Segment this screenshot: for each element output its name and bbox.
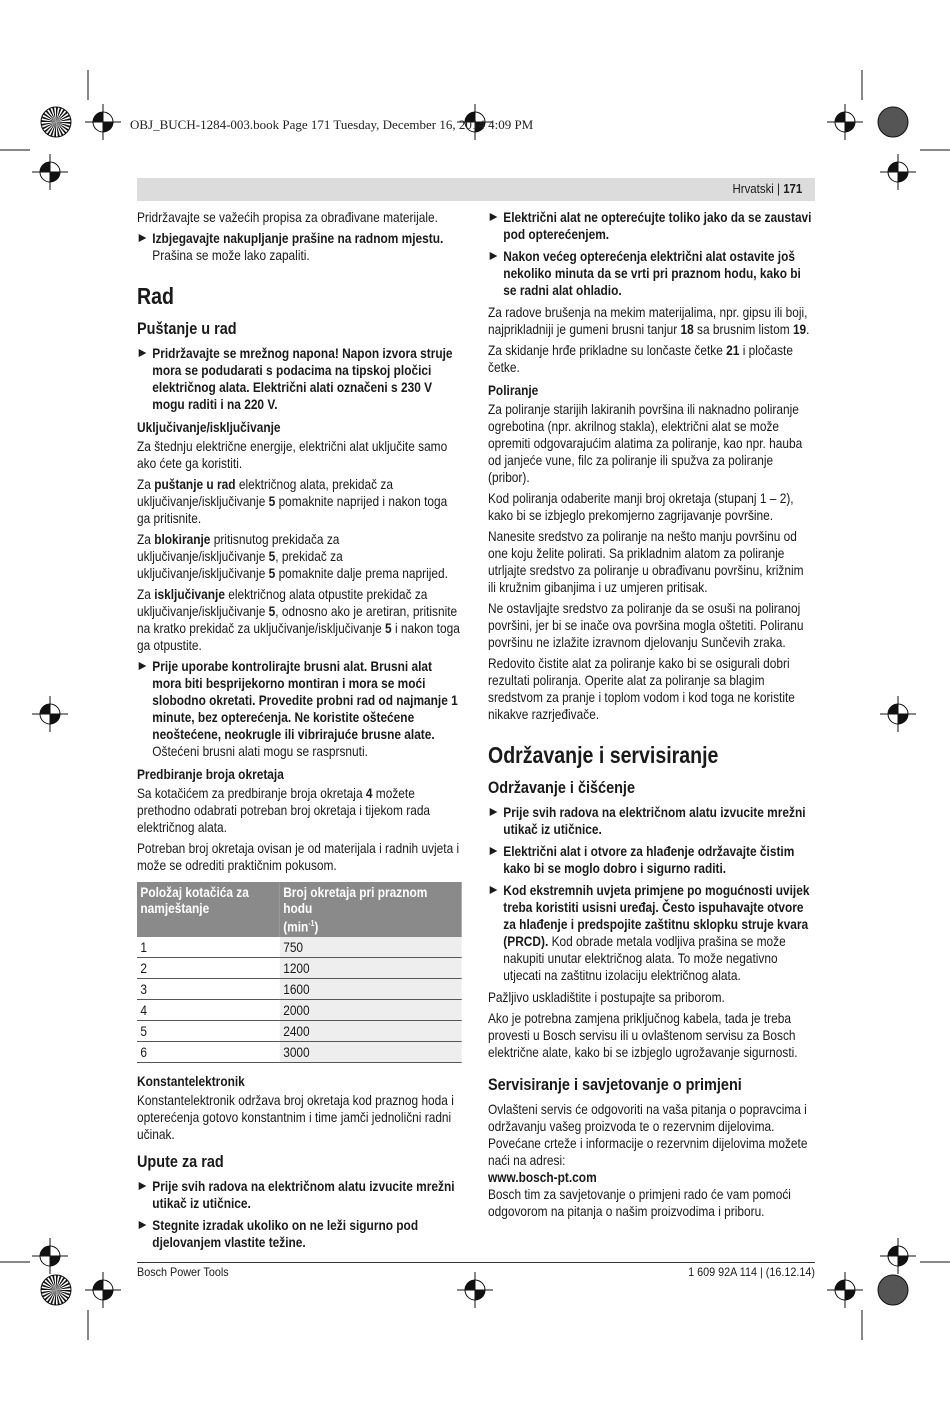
subheading-konstantelektronik: Konstantelektronik	[137, 1072, 245, 1089]
header-language: Hrvatski	[732, 181, 774, 196]
bold-text-run: Izbjegavajte nakupljanje prašine na radnom mjestu.	[152, 230, 444, 246]
table-header-row	[137, 882, 462, 937]
bullet-warning	[488, 248, 813, 299]
bullet-warning	[488, 804, 813, 838]
text-run: , prekidač za uključivanje/isključivanje	[137, 548, 343, 581]
speed-table	[137, 882, 462, 1063]
text-run: Oštećeni brusni alati mogu se rasprsnuti.	[152, 743, 368, 759]
paragraph	[137, 785, 462, 836]
text-run: Za skidanje hrđe prikladne su lončaste četke	[488, 342, 727, 358]
paragraph	[488, 1101, 813, 1169]
table-row	[137, 1041, 462, 1062]
text-run: Za	[137, 586, 155, 602]
bold-text-run: Prije svih radova na električnom alatu izvucite mrežni utikač iz utičnice.	[503, 804, 806, 837]
subheading-ciscenje: Održavanje i čišćenje	[488, 778, 635, 797]
paragraph	[488, 342, 813, 376]
paragraph	[137, 531, 462, 582]
paragraph	[488, 989, 813, 1006]
bold-text-run: 5	[385, 620, 392, 636]
subheading-servisiranje: Servisiranje i savjetovanje o primjeni	[488, 1075, 742, 1094]
paragraph	[137, 1092, 462, 1143]
book-file-info: OBJ_BUCH-1284-003.book Page 171 Tuesday, December 16, 2014 4:09 PM	[130, 117, 534, 132]
bold-text-run: 5	[268, 548, 276, 564]
text-run: Pažljivo uskladištite i postupajte sa priborom.	[488, 989, 725, 1005]
bold-text-run: 4	[365, 785, 373, 801]
bold-text-run: 5	[268, 493, 276, 509]
subheading-poliranje: Poliranje	[488, 382, 539, 398]
bold-text-run: Prije svih radova na električnom alatu izvucite mrežni utikač iz utičnice.	[152, 1177, 455, 1211]
cell-speed: 750	[280, 937, 462, 958]
subheading-pustanje: Puštanje u rad	[137, 319, 237, 338]
subheading-ukljucivanje: Uključivanje/isključivanje	[137, 419, 281, 435]
bold-text-run: 21	[726, 342, 740, 358]
bold-text-run: Prije uporabe kontrolirajte brusni alat. Brusni alat mora biti besprijekorno montiran i mora se moći slobodno okretati. Provedite probni rad od najmanje 1 minute, bez opterećenja. Ne koristite oštećene neoštećene, neokrugle ili vibrirajuće brusne alate.	[152, 658, 458, 742]
paragraph	[488, 401, 813, 486]
paragraph	[137, 476, 462, 527]
text-run: Prašina se može lako zapaliti.	[152, 247, 310, 263]
bold-text-run: blokiranje	[154, 531, 211, 547]
header-bar	[137, 178, 815, 201]
text-run: i pločaste četke.	[488, 342, 793, 375]
cell-position: 3	[137, 978, 280, 999]
bullet-warning	[137, 1178, 462, 1212]
paragraph	[488, 1186, 813, 1220]
footer-doc-number: 1 609 92A 114 | (16.12.14)	[688, 1265, 815, 1279]
text-run: Nanesite sredstvo za poliranje na nešto manju površinu od one koju želite polirati. Sa prikladnim alatom za poliranje utrljajte sredstvo za poliranje u obrađivanu površinu, križnim ili kružnim gibanjima i uz umjeren pritisak.	[488, 528, 804, 595]
paragraph	[488, 528, 813, 596]
text-run: Kod poliranja odaberite manji broj okretaja (stupanj 1 – 2), kako bi se izbjeglo prekomjerno zagrijavanje površine.	[488, 490, 794, 523]
speed-header-label: Broj okretaja pri praznom hodu	[283, 884, 428, 916]
text-run: Kod obrade metala vodljiva prašina se može nakupiti unutar električnog alata. To može negativno utjecati na zaštitnu izolaciju električnog alata.	[503, 933, 786, 983]
table-row	[137, 937, 462, 958]
text-run: .	[806, 321, 810, 337]
bold-text-run: isključivanje	[154, 586, 225, 602]
bold-text-run: Pridržavajte se mrežnog napona! Napon izvora struje mora se podudarati s podacima na tipskoj pločici električnog alata. Električni alati označeni s 230 V mogu raditi i na 220 V.	[152, 345, 453, 412]
speed-header-exponent: -1	[308, 919, 315, 928]
website-link[interactable]: www.bosch-pt.com	[488, 1169, 597, 1185]
speed-header-unit: (min	[283, 918, 309, 935]
table-row	[137, 1020, 462, 1041]
text-run: Potreban broj okretaja ovisan je od materijala i radnih uvjeta i može se odrediti praktičnim pokusom.	[137, 840, 460, 873]
bullet-warning	[488, 882, 813, 984]
cell-speed: 2400	[280, 1020, 462, 1041]
text-run: Ne ostavljajte sredstvo za poliranje da se osuši na poliranoj površini, jer bi se inače ova površina mogla oštetiti. Poliranu površinu ne izlažite izravnom djelovanju Sunčevih zraka.	[488, 600, 804, 650]
gray-mark-icon	[878, 107, 908, 137]
text-run: Konstantelektronik održava broj okretaja kod praznog hoda i opterećenja gotovo konstantnim i time jamči jednolični radni učinak.	[137, 1091, 454, 1142]
bold-text-run: puštanje u rad	[154, 476, 236, 492]
paragraph	[488, 1010, 813, 1061]
text-run: Za radove brušenja na mekim materijalima, npr. gipsu ili boji, najprikladniji je gumeni brusni tanjur	[488, 304, 808, 337]
section-heading-rad: Rad	[137, 283, 174, 309]
bold-text-run: 18	[680, 321, 694, 337]
footer-divider	[137, 1262, 815, 1263]
paragraph	[137, 209, 462, 226]
bold-text-run: Stegnite izradak ukoliko on ne leži sigurno pod djelovanjem vlastite težine.	[152, 1216, 419, 1250]
text-run: Ovlašteni servis će odgovoriti na vaša pitanja o popravcima i održavanju vašeg proizvoda te o rezervnim dijelovima. Povećane crteže i informacije o rezervnim dijelovima možete naći na adresi:	[488, 1101, 808, 1168]
bullet-warning	[137, 658, 462, 760]
subheading-upute: Upute za rad	[137, 1151, 224, 1171]
footer-brand: Bosch Power Tools	[137, 1265, 229, 1279]
bullet-warning	[137, 1217, 462, 1251]
left-column	[137, 209, 462, 1256]
text-run: Za	[137, 476, 155, 492]
text-run: Pridržavajte se važećih propisa za obrađivane materijale.	[137, 209, 438, 225]
column-header-speed	[280, 882, 462, 937]
table-row	[137, 957, 462, 978]
text-run: Za poliranje starijih lakiranih površina ili naknadno poliranje ogrebotina (npr. akrilnog stakla), električni alat se može opremiti odgovarajućim alatima za poliranje, kao npr. hauba od janjeće vune, filc za poliranje ili spužva za poliranje (pribor).	[488, 401, 803, 485]
bullet-warning	[137, 230, 462, 264]
bold-text-run: Električni alat i otvore za hlađenje održavajte čistim kako bi se moglo dobro i sigurno raditi.	[503, 843, 795, 876]
paragraph	[137, 438, 462, 472]
header-separator: |	[776, 181, 780, 196]
bullet-warning	[488, 209, 813, 243]
page-header	[732, 181, 802, 196]
table-row	[137, 978, 462, 999]
cell-position: 4	[137, 999, 280, 1020]
text-run: Za štednju električne energije, električni alat uključite samo ako ćete ga koristiti.	[137, 438, 448, 471]
cell-position: 5	[137, 1020, 280, 1041]
cell-position: 2	[137, 957, 280, 978]
bold-text-run: Kod ekstremnih uvjeta primjene po mogućnosti uvijek treba koristiti usisni uređaj. Često ispuhavajte otvore za hlađenje i predspojite zaštitnu sklopku struje kvara (PRCD).	[503, 882, 810, 949]
section-heading-odrzavanje: Održavanje i servisiranje	[488, 742, 719, 768]
paragraph	[137, 840, 462, 874]
text-run: Ako je potrebna zamjena priključnog kabela, tada je treba provesti u Bosch servisu ili u ovlaštenom servisu za Bosch električne alate, kako bi se izbjeglo ugrožavanje sigurnosti.	[488, 1010, 798, 1060]
text-run: električnog alata, prekidač za uključivanje/isključivanje	[137, 476, 393, 509]
text-run: sa brusnim listom	[693, 321, 793, 337]
text-run: možete prethodno odabrati potreban broj okretaja i tijekom rada električnog alata.	[137, 785, 431, 835]
subheading-predbiranje: Predbiranje broja okretaja	[137, 766, 284, 782]
speed-header-close: )	[314, 918, 319, 935]
gray-mark-icon	[878, 1275, 908, 1305]
bold-text-run: 5	[268, 565, 276, 581]
bullet-warning	[488, 843, 813, 877]
text-run: pomaknite naprijed i nakon toga ga pritisnite.	[137, 493, 448, 526]
bold-text-run: Nakon većeg opterećenja električni alat ostavite još nekoliko minuta da se vrti pri praznom hodu, kako bi se radni alat ohladio.	[503, 248, 801, 298]
bold-text-run: 19	[792, 321, 807, 337]
paragraph	[488, 655, 813, 723]
text-run: pritisnutog prekidača za uključivanje/isključivanje	[137, 531, 340, 564]
cell-speed: 1600	[280, 978, 462, 999]
column-header-position: Položaj kotačića za namještanje	[137, 882, 280, 937]
paragraph	[137, 586, 462, 654]
text-run: pomaknite dalje prema naprijed.	[275, 565, 448, 581]
paragraph	[488, 304, 813, 338]
text-run: Sa kotačićem za predbiranje broja okretaja	[137, 785, 366, 801]
paragraph	[488, 600, 813, 651]
bold-text-run: Električni alat ne opterećujte toliko jako da se zaustavi pod opterećenjem.	[503, 209, 812, 242]
bold-text-run: 5	[268, 603, 276, 619]
text-run: Bosch tim za savjetovanje o primjeni rado će vam pomoći odgovorom na pitanja o našim proizvodima i priboru.	[488, 1186, 791, 1219]
cell-speed: 2000	[280, 999, 462, 1020]
table-row	[137, 999, 462, 1020]
text-run: Redovito čistite alat za poliranje kako bi se osigurali dobri rezultati poliranja. Operite alat za poliranje sa blagim sredstvom za pranje i toplom vodom i kod toga ne koristite nikakve razrjeđivače.	[488, 655, 795, 722]
bullet-warning	[137, 345, 462, 413]
text-run: Za	[137, 531, 155, 547]
text-run: , odnosno ako je aretiran, pritisnite na kratko prekidač za uključivanje/isključivanje	[137, 603, 458, 636]
page-number: 171	[782, 181, 802, 196]
cell-speed: 3000	[280, 1041, 462, 1062]
cell-position: 6	[137, 1041, 280, 1062]
paragraph	[488, 490, 813, 524]
right-column	[488, 209, 813, 1224]
cell-speed: 1200	[280, 957, 462, 978]
text-run: električnog alata otpustite prekidač za uključivanje/isključivanje	[137, 586, 428, 619]
text-run: i nakon toga ga otpustite.	[137, 620, 460, 653]
cell-position: 1	[137, 937, 280, 958]
